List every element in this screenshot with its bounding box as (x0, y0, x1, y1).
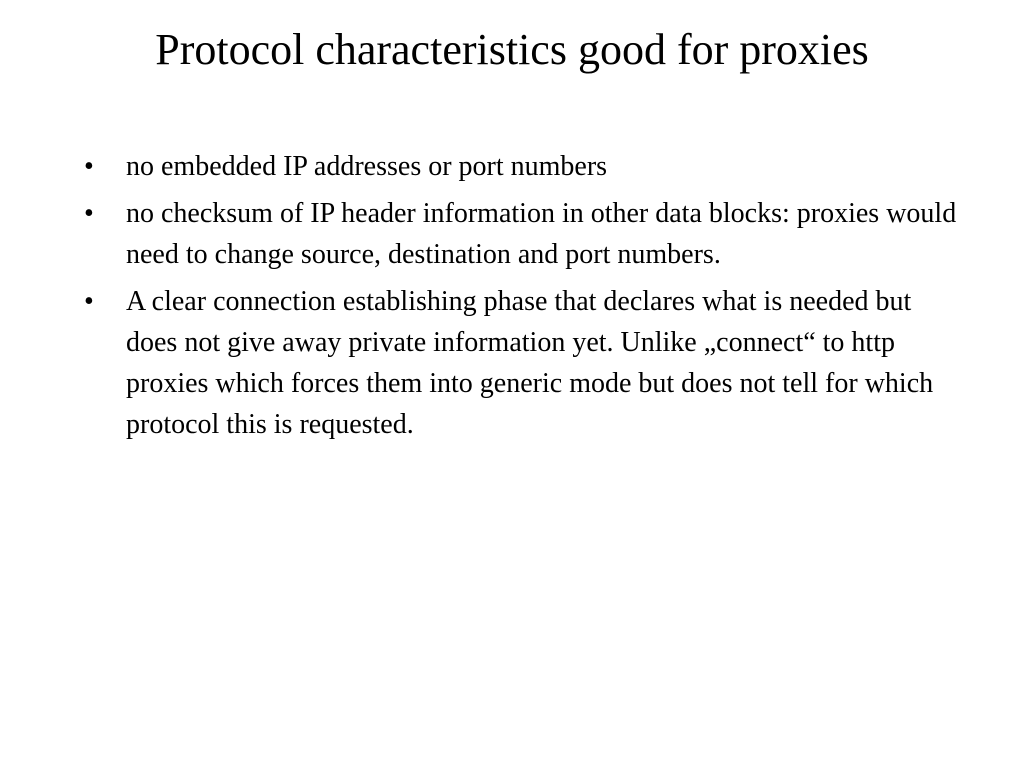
slide-title: Protocol characteristics good for proxies (155, 25, 869, 74)
bullet-point-icon: • (84, 151, 94, 182)
bullet-point-icon: • (84, 198, 94, 229)
bullet-text: no embedded IP addresses or port numbers (126, 151, 608, 182)
bullet-item-embedded-addresses (84, 146, 964, 187)
bullet-item-connection-phase (84, 281, 964, 445)
bullet-text: no checksum of IP header information in other data blocks: proxies would need to change source, destination and port numbers. (126, 198, 957, 270)
bullet-text: A clear connection establishing phase that declares what is needed but does not give away private information yet. Unlike „connect“ to http proxies which forces them into generic mode but does not tell for which protocol this is requested. (126, 286, 934, 440)
bullet-item-checksum (84, 193, 964, 275)
bullet-point-icon: • (84, 286, 94, 317)
bullet-list (84, 146, 964, 451)
